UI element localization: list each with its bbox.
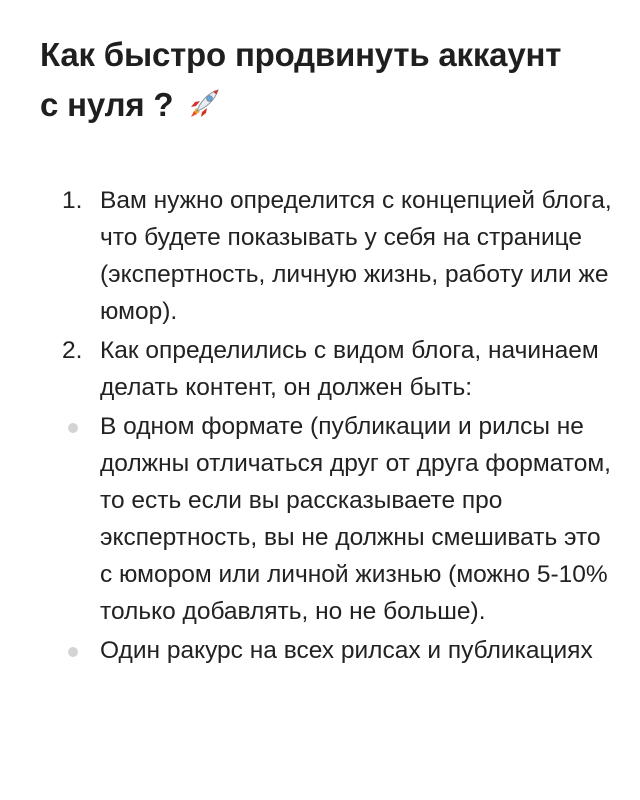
list-item-text: В одном формате (публикации и рилсы не должны отличаться друг от друга форматом, то есть если вы рассказываете про экспертность, вы не должны смешивать это с юмором или личной жизнью (можно 5-10% только добавлять, но не больше). xyxy=(100,413,611,625)
list-item xyxy=(40,332,612,406)
list-item xyxy=(40,182,612,330)
list-item-text: Вам нужно определится с концепцией блога, что будете показывать у себя на странице (экспертность, личную жизнь, работу или же юмор). xyxy=(100,187,612,325)
list-item-text: Один ракурс на всех рилсах и публикациях xyxy=(100,637,593,664)
list-item xyxy=(40,408,612,630)
rocket-icon xyxy=(186,86,222,122)
list-item-text: Как определились с видом блога, начинаем делать контент, он должен быть: xyxy=(100,337,599,401)
title-line-1: Как быстро продвинуть аккаунт xyxy=(40,36,562,73)
list-number: 1. xyxy=(62,187,83,214)
content-list xyxy=(40,182,612,669)
list-item xyxy=(40,632,612,669)
page-title xyxy=(40,30,612,130)
bullet-icon xyxy=(68,423,78,433)
list-number: 2. xyxy=(62,337,83,364)
title-line-2: с нуля ? xyxy=(40,86,174,123)
bullet-icon xyxy=(68,647,78,657)
